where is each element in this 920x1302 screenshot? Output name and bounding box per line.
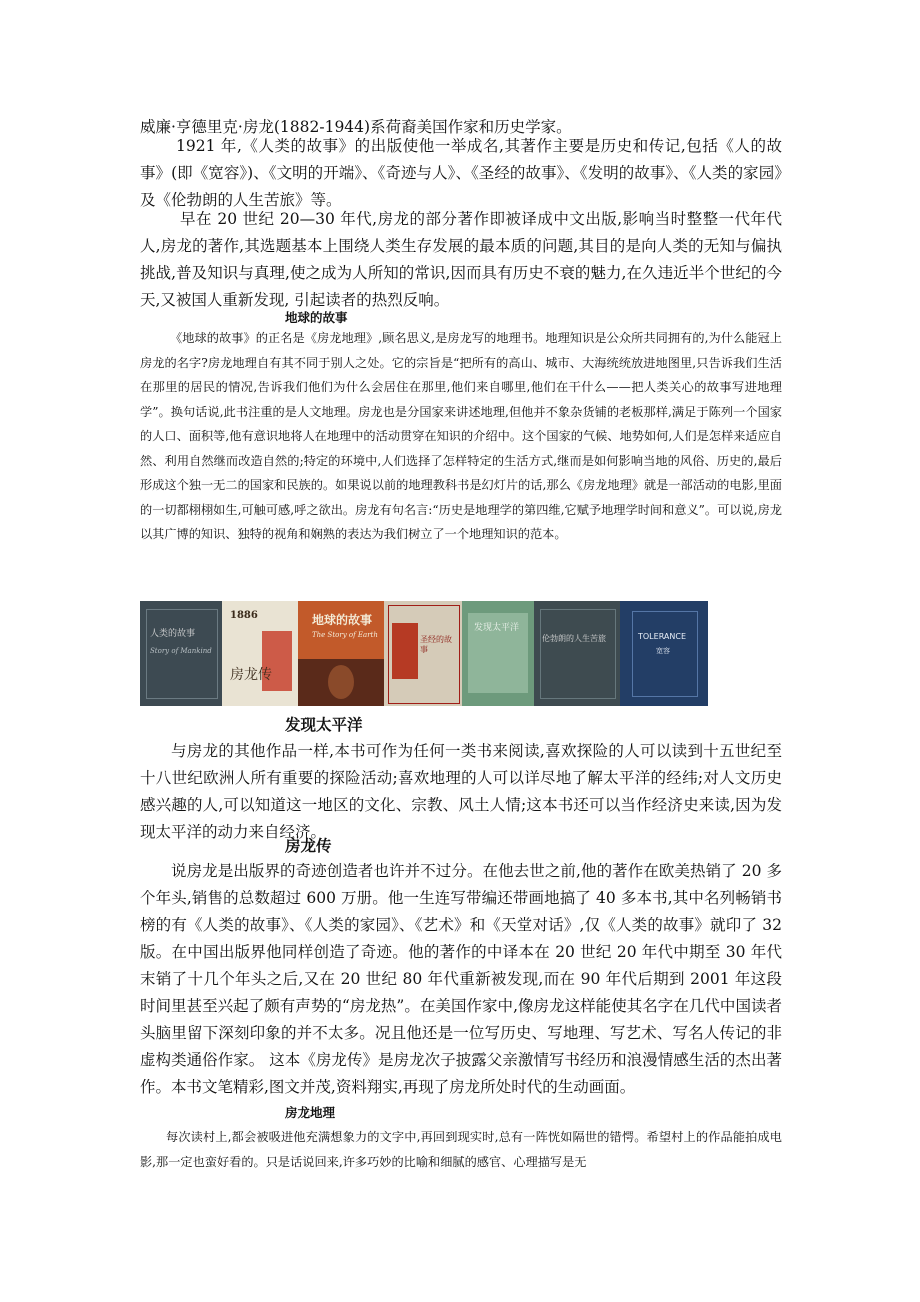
pacific-heading: 发现太平洋 — [285, 715, 363, 734]
geo-heading: 房龙地理 — [285, 1105, 336, 1120]
book-cover-subtitle: 宽容 — [656, 647, 670, 655]
book-cover-title: 人类的故事 — [150, 629, 196, 639]
book-cover-title: 发现太平洋 — [474, 623, 520, 633]
book-cover-title: 房龙传 — [230, 667, 272, 683]
book-cover-image — [384, 601, 462, 706]
book-cover-image — [462, 601, 534, 706]
book-cover-image — [620, 601, 708, 706]
book-cover-title: 圣经的故事 — [420, 635, 452, 654]
book-cover-title: 伦勃朗的人生苦旅 — [542, 634, 606, 643]
geo-paragraph: 每次读村上,都会被吸进他充满想象力的文字中,再回到现实时,总有一阵恍如隔世的错愕。希望村上的作品能拍成电影,那一定也蛮好看的。只是话说回来,许多巧妙的比喻和细腻的感官、心理描写是无 — [140, 1130, 782, 1169]
intro-paragraph-3: 早在 20 世纪 20—30 年代,房龙的部分著作即被译成中文出版,影响当时整整一代年代人,房龙的著作,其选题基本上围绕人类生存发展的最本质的问题,其目的是向人类的无知与偏执挑战,普及知识与真理,使之成为人所知的常识,因而具有历史不衰的魅力,在久违近半个世纪的今天,又被国人重新发现, 引起读者的热烈反响。 — [140, 210, 782, 309]
book-cover-image — [534, 601, 620, 706]
book-cover-image — [140, 601, 222, 706]
earth-paragraph: 《地球的故事》的正名是《房龙地理》,顾名思义,是房龙写的地理书。地理知识是公众所共同拥有的,为什么能冠上房龙的名字?房龙地理自有其不同于别人之处。它的宗旨是“把所有的高山、城市、大海统统放进地图里,只告诉我们生活在那里的居民的情况,告诉我们他们为什么会居住在那里,他们来自哪里,他们在干什么——把人类关心的故事写进地理学”。换句话说,此书注重的是人文地理。房龙也是分国家来讲述地理,但他并不象杂货铺的老板那样,满足于陈列一个国家的人口、面积等,他有意识地将人在地理中的活动贯穿在知识的介绍中。这个国家的气候、地势如何,人们是怎样来适应自然、利用自然继而改造自然的;特定的环境中,人们选择了怎样特定的生活方式,继而是如何影响当地的风俗、历史的,最后形成这个独一无二的国家和民族的。如果说以前的地理教科书是幻灯片的话,那么《房龙地理》就是一部活动的电影,里面的一切都栩栩如生,可触可感,呼之欲出。房龙有句名言:“历史是地理学的第四维,它赋予地理学时间和意义”。可以说,房龙以其广博的知识、独特的视角和娴熟的表达为我们树立了一个地理知识的范本。 — [140, 331, 782, 541]
book-cover-subtitle: The Story of Earth — [312, 631, 378, 639]
book-cover-image — [298, 601, 384, 706]
book-cover-title: TOLERANCE — [638, 632, 687, 641]
intro-paragraph-2: 1921 年,《人类的故事》的出版使他一举成名,其著作主要是历史和传记,包括《人的故事》(即《宽容》)、《文明的开端》、《奇迹与人》、《圣经的故事》、《发明的故事》、《人类的家园》及《伦勃朗的人生苦旅》等。 — [140, 137, 782, 209]
book-cover-subtitle: Story of Mankind — [150, 647, 212, 655]
pacific-paragraph: 与房龙的其他作品一样,本书可作为任何一类书来阅读,喜欢探险的人可以读到十五世纪至十八世纪欧洲人所有重要的探险活动;喜欢地理的人可以详尽地了解太平洋的经纬;对人文历史感兴趣的人,可以知道这一地区的文化、宗教、风土人情;这本书还可以当作经济史来读,因为发现太平洋的动力来自经济。 — [140, 742, 782, 841]
bio-heading: 房龙传 — [285, 836, 332, 855]
book-cover-strip — [140, 601, 708, 706]
book-cover-image — [222, 601, 298, 706]
earth-heading: 地球的故事 — [285, 310, 348, 325]
intro-paragraph-1: 威廉·亨德里克·房龙(1882-1944)系荷裔美国作家和历史学家。 — [140, 118, 572, 136]
book-cover-subtitle: 1886 — [230, 610, 258, 621]
bio-paragraph: 说房龙是出版界的奇迹创造者也许并不过分。在他去世之前,他的著作在欧美热销了 20 多个年头,销售的总数超过 600 万册。他一生连写带编还带画地搞了 40 多本书,其中名列畅销书榜的有《人类的故事》、《人类的家园》、《艺术》和《天堂对话》,仅《人类的故事》就印了 32 版。在中国出版界他同样创造了奇迹。他的著作的中译本在 20 世纪 20 年代中期至 30 年代末销了十几个年头之后,又在 20 世纪 80 年代重新被发现,而在 90 年代后期到 2001 年这段时间里甚至兴起了颇有声势的“房龙热”。在美国作家中,像房龙这样能使其名字在几代中国读者头脑里留下深刻印象的并不太多。况且他还是一位写历史、写地理、写艺术、写名人传记的非虚构类通俗作家。 这本《房龙传》是房龙次子披露父亲激情写书经历和浪漫情感生活的杰出著作。本书文笔精彩,图文并茂,资料翔实,再现了房龙所处时代的生动画面。 — [140, 862, 782, 1096]
book-cover-title: 地球的故事 — [312, 613, 373, 627]
